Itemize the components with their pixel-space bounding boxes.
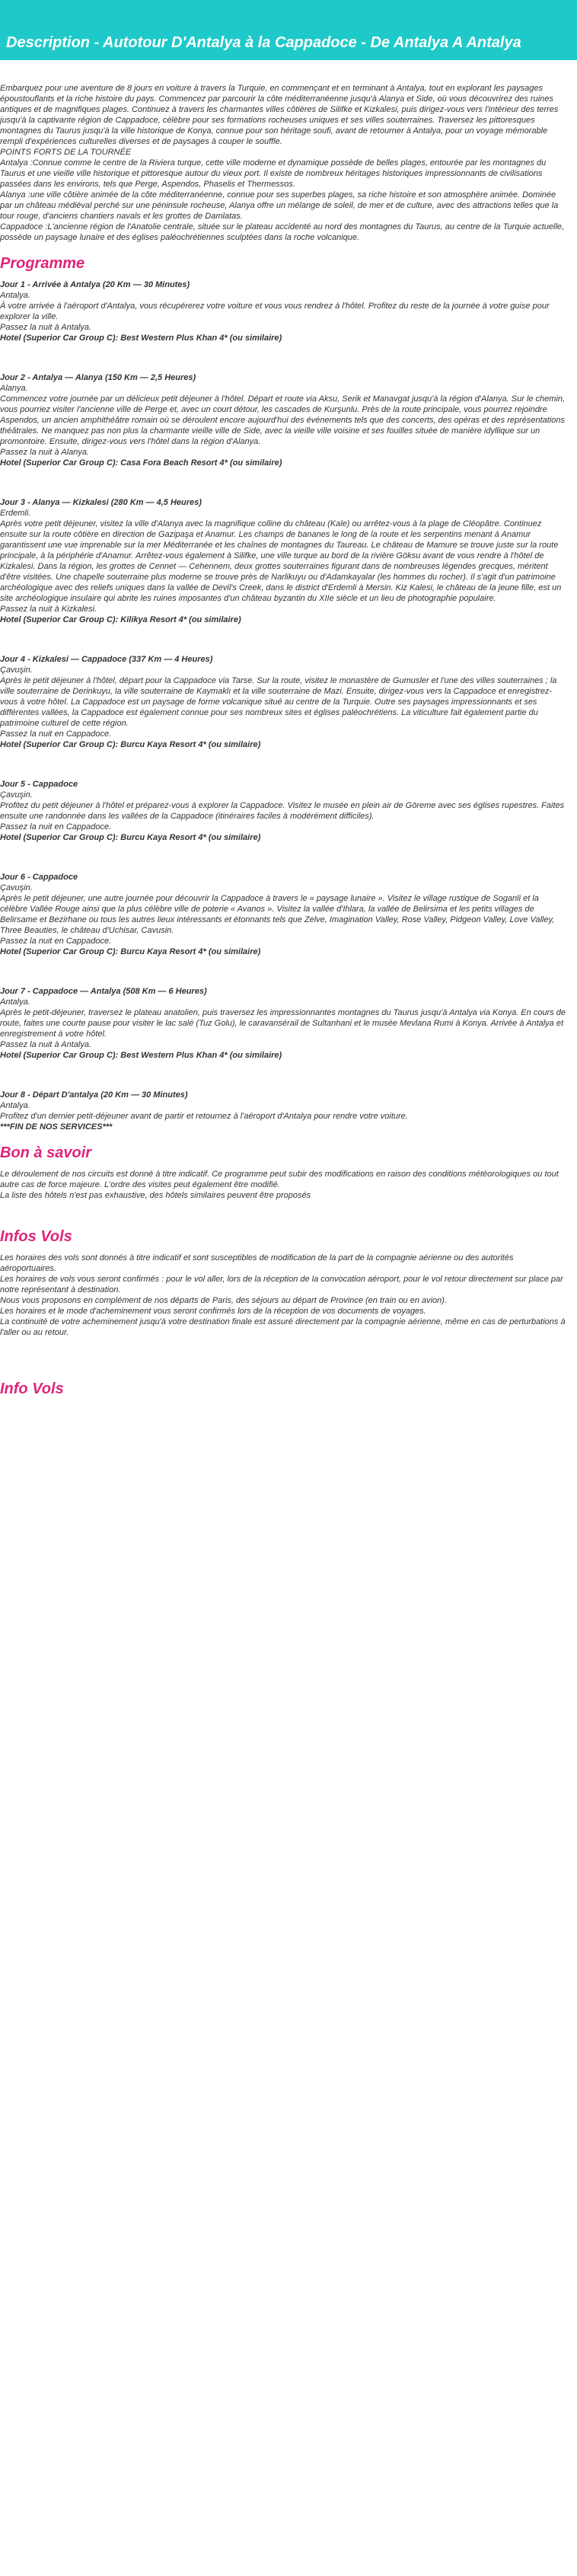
day-city: Alanya. [0, 384, 28, 393]
flight-info-line: La continuité de votre acheminement jusqu'à votre destination finale est assuré directement par la compagnie aérienne, même en cas de perturbations à l'aller ou au retour. [0, 1317, 566, 1337]
day-city: Antalya. [0, 291, 30, 300]
bon-a-savoir [0, 1169, 568, 1201]
highlight-cappadoce: Cappadoce :L'ancienne région de l'Anatolie centrale, située sur le plateau accidenté au nord des montagnes du Taurus, au centre de la Turquie actuelle, possède un paysage lunaire et des églises paléochrétiennes sculptées dans la roche volcanique. [0, 222, 565, 242]
day-title: Jour 8 - Départ D'antalya (20 Km — 30 Minutes) [0, 1090, 188, 1100]
day-body: Commencez votre journée par un délicieux petit déjeuner à l'hôtel. Départ et route via Aksu, Serik et Manavgat jusqu'à la région d'Alanya. Sur le chemin, vous pourriez visiter l'ancienne ville de Perge et, avec un court détour, les cascades de Kurşunlu. Près de la route principale, vous pourrez rejoindre Aspendos, un ancien amphithéâtre romain où se déroulent encore aujourd'hui des événements tels que des concerts, des opéras et des représentations théâtrales. Ne manquez pas non plus la charmante vieille ville de Side, avec la vieille ville voisine et ses fouilles située de manière idyllique sur un promontoire. Ensuite, dirigez-vous vers l'hôtel dans la région d'Alanya. [0, 394, 566, 446]
day-hotel: Hotel (Superior Car Group C): Best Western Plus Khan 4* (ou similaire) [0, 1051, 282, 1060]
day-city: Çavuşin. [0, 790, 33, 800]
note: Le déroulement de nos circuits est donné à titre indicatif. Ce programme peut subir des modifications en raison des conditions météorologiques ou tout autre cas de force majeure. L'ordre des visites peut également être modifié. [0, 1170, 559, 1189]
day-hotel: Hotel (Superior Car Group C): Burcu Kaya Resort 4* (ou similaire) [0, 833, 261, 842]
flight-info-line: Les horaires de vols vous seront confirmés : pour le vol aller, lors de la réception de la convocation aéroport, pour le vol retour directement sur place par notre représentant à destination. [0, 1275, 563, 1294]
note: La liste des hôtels n'est pas exhaustive, des hôtels similaires peuvent être proposés [0, 1191, 311, 1200]
bon-a-savoir-title: Bon à savoir [0, 1144, 92, 1161]
day-title: Jour 3 - Alanya — Kizkalesi (280 Km — 4,5 Heures) [0, 498, 202, 507]
day-city: Erdemli. [0, 509, 31, 518]
day-night: Passez la nuit en Cappadoce. [0, 937, 112, 946]
day-title: Jour 6 - Cappadoce [0, 873, 78, 882]
day-body: À votre arrivée à l'aéroport d'Antalya, vous récupérerez votre voiture et vous vous rendrez à l'hôtel. Profitez du reste de la journée à votre guise pour explorer la ville. [0, 302, 550, 321]
infos-vols [0, 1253, 568, 1338]
infos-vols-title: Infos Vols [0, 1228, 72, 1245]
highlight-alanya: Alanya :une ville côtière animée de la côte méditerranéenne, connue pour ses superbes plages, sa riche histoire et son atmosphère animée. Dominée par un château médiéval perché sur une péninsule rocheuse, Alanya offre un mélange de soleil, de mer et de culture, avec des attractions telles que la tour rouge, d'anciens chantiers navals et les grottes de Damlatas. [0, 190, 559, 221]
highlights-heading: POINTS FORTS DE LA TOURNÉE [0, 148, 132, 157]
day-title: Jour 4 - Kizkalesi — Cappadoce (337 Km — 4 Heures) [0, 655, 213, 664]
highlight-antalya: Antalya :Connue comme le centre de la Riviera turque, cette ville moderne et dynamique possède de belles plages, entourée par les montagnes du Taurus et une vieille ville historique et pittoresque autour du vieux port. Il existe de nombreux héritages historiques impressionnants de civilisations passées dans les environs, tels que Perge, Aspendos, Phaselis et Thermessos. [0, 158, 547, 189]
page-title: Description - Autotour D'Antalya à la Cappadoce - De Antalya A Antalya [6, 34, 521, 51]
day-8 [0, 1090, 568, 1132]
day-body: Après votre petit déjeuner, visitez la ville d'Alanya avec la magnifique colline du château (Kale) ou arrêtez-vous à la plage de Cléopâtre. Continuez ensuite sur la route côtière en direction de Gazipaşa et Anamur. Les champs de bananes le long de la route et les serpentins menant à Anamur garantissent une vue imprenable sur la mer Méditerranée et les chaînes de montagnes du Taureau. Le château de Mamure se trouve juste sur la route principale, à la périphérie d'Anamur. Arrêtez-vous également à Silifke, une ville turque au bord de la rivière Göksu avant de vous rendre à l'hôtel de Kizkalesi. Dans la région, les grottes de Cennet — Cehennem, deux grottes souterraines figurant dans de nombreuses légendes grecques, méritent d'être visitées. Une chapelle souterraine plus moderne se trouve près de Narlikuyu ou d'Adamkayalar (les hommes du rocher). Il s'agit d'un patrimoine archéologique avec des reliefs uniques dans la vallée de Devil's Creek, dans le district d'Erdemli à Mersin. Kiz Kalesi, le château de la jeune fille, est un site archéologique insulaire qui abrite les ruines imposantes d'un château byzantin du XIIe siècle et un lieu de photographie populaire. [0, 519, 562, 603]
flight-info-line: Nous vous proposons en complément de nos départs de Paris, des séjours au départ de Province (en train ou en avion). [0, 1296, 448, 1305]
day-city: Çavuşin. [0, 883, 33, 892]
flight-info-line: Les horaires et le mode d'acheminement vous seront confirmés lors de la réception de vos documents de voyages. [0, 1307, 426, 1316]
days-list [0, 279, 568, 1132]
day-hotel: Hotel (Superior Car Group C): Burcu Kaya Resort 4* (ou similaire) [0, 947, 261, 956]
day-body: Profitez du petit déjeuner à l'hôtel et préparez-vous à explorer la Cappadoce. Visitez le musée en plein air de Göreme avec ses églises rupestres. Faites ensuite une randonnée dans les vallées de la Cappadoce (itinéraires faciles à modérément difficiles). [0, 801, 565, 821]
day-city: Çavuşin. [0, 666, 33, 675]
day-title: Jour 7 - Cappadoce — Antalya (508 Km — 6 Heures) [0, 987, 207, 996]
day-title: Jour 2 - Antalya — Alanya (150 Km — 2,5 Heures) [0, 373, 196, 382]
intro [0, 83, 568, 243]
info-vols-title: Info Vols [0, 1381, 64, 1397]
day-1 [0, 279, 568, 343]
day-hotel: Hotel (Superior Car Group C): Burcu Kaya Resort 4* (ou similaire) [0, 740, 261, 749]
content [0, 83, 577, 1397]
day-night: Passez la nuit à Antalya. [0, 323, 92, 332]
day-2 [0, 372, 568, 468]
day-body: Après le petit déjeuner à l'hôtel, départ pour la Cappadoce via Tarse. Sur la route, visitez le monastère de Gumusler et l'une des villes souterraines ; la ville souterraine de Derinkuyu, la ville souterraine de Kaymaklı et la ville souterraine de Mazi. Ensuite, dirigez-vous vers la Cappadoce et enregistrez-vous à votre hôtel. La Cappadoce est un paysage de forme volcanique situé au centre de la Turquie. Outre ses paysages impressionnants et ses différentes vallées, la Cappadoce est également connue pour ses nombreux sites et églises paléochrétiens. La viticulture fait également partie du patrimoine culturel de cette région. [0, 676, 557, 728]
day-night: Passez la nuit à Alanya. [0, 448, 89, 457]
day-body: Après le petit déjeuner, une autre journée pour découvrir la Cappadoce à travers le « paysage lunaire ». Visitez le village rustique de Soganli et la célèbre Vallée Rouge ainsi que la plus célèbre ville de poterie « Avanos ». Visitez la vallée d'Ihlara, la vallée de Belirsima et les petits villages de Belirsame et Bezirhane ou tous les autres lieux intéressants et étonnants tels que Zelve, Imagination Valley, Rose Valley, Pidgeon Valley, Love Valley, Three Beauties, le château d'Uchisar, Cavusin. [0, 894, 555, 935]
day-title: Jour 5 - Cappadoce [0, 780, 78, 789]
day-night: Passez la nuit en Cappadoce. [0, 822, 112, 832]
day-city: Antalya. [0, 998, 30, 1007]
day-5 [0, 779, 568, 843]
day-hotel: Hotel (Superior Car Group C): Best Western Plus Khan 4* (ou similaire) [0, 334, 282, 343]
day-title: Jour 1 - Arrivée à Antalya (20 Km — 30 Minutes) [0, 280, 190, 289]
day-6 [0, 872, 568, 957]
day-night: Passez la nuit en Cappadoce. [0, 729, 112, 739]
day-city: Antalya. [0, 1101, 30, 1110]
day-7 [0, 986, 568, 1061]
intro-paragraph: Embarquez pour une aventure de 8 jours en voiture à travers la Turquie, en commençant et en terminant à Antalya, tout en explorant les paysages époustouflants et la riche histoire du pays. Commencez par parcourir la côte méditerranéenne jusqu'à Alanya et Side, où vous découvrirez des ruines antiques et de magnifiques plages. Continuez à travers les charmantes villes côtières de Silifke et Kizkalesi, puis dirigez-vous vers l'intérieur des terres jusqu'à la captivante région de Cappadoce, célèbre pour ses formations rocheuses uniques et ses villes souterraines. Traversez les pittoresques montagnes du Taurus jusqu'à la ville historique de Konya, connue pour son héritage soufi, avant de retourner à Antalya, pour un voyage mémorable rempli d'expériences culturelles diverses et de paysages à couper le souffle. [0, 84, 559, 146]
day-hotel: Hotel (Superior Car Group C): Casa Fora Beach Resort 4* (ou similaire) [0, 458, 282, 468]
day-end-note: ***FIN DE NOS SERVICES*** [0, 1122, 113, 1132]
day-4 [0, 654, 568, 750]
programme-title: Programme [0, 255, 85, 272]
title-banner [0, 0, 577, 60]
day-night: Passez la nuit à Kizkalesi. [0, 605, 97, 614]
day-body: Profitez d'un dernier petit-déjeuner avant de partir et retournez à l'aéroport d'Antalya pour rendre votre voiture. [0, 1112, 408, 1121]
day-hotel: Hotel (Superior Car Group C): Kilikya Resort 4* (ou similaire) [0, 615, 241, 624]
flight-info-line: Les horaires des vols sont donnés à titre indicatif et sont susceptibles de modification de la part de la compagnie aérienne ou des autorités aéroportuaires. [0, 1253, 514, 1273]
day-3 [0, 497, 568, 625]
day-body: Après le petit-déjeuner, traversez le plateau anatolien, puis traversez les impressionnantes montagnes du Taurus jusqu'à Antalya via Konya. En cours de route, faites une courte pause pour visiter le lac salé (Tuz Golu), le caravansérail de Sultanhani et le musée Mevlana Rumi à Konya. Arrivée à Antalya et enregistrement à votre hôtel. [0, 1008, 566, 1039]
day-night: Passez la nuit à Antalya. [0, 1040, 92, 1049]
